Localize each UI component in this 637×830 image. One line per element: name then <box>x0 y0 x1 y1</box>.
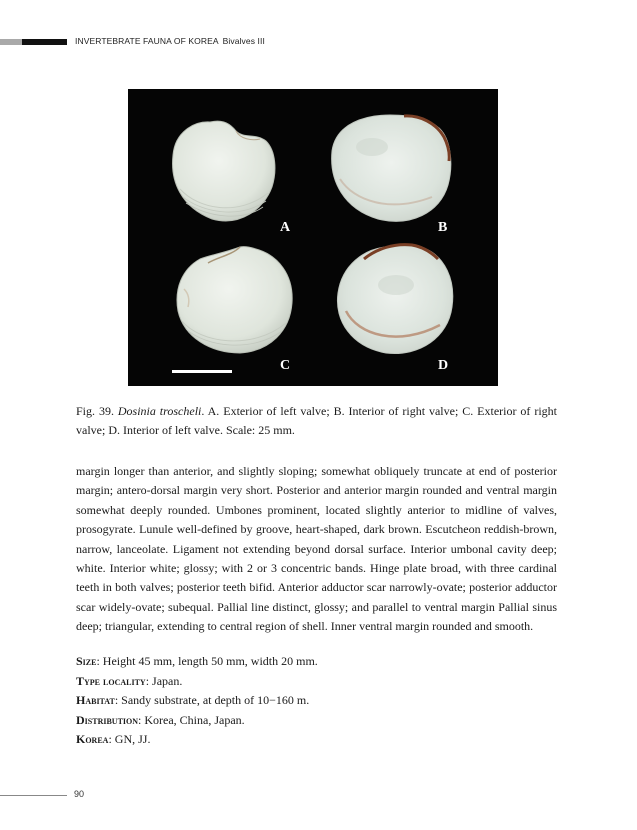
detail-type-locality <box>76 672 557 692</box>
detail-habitat-label: Habitat <box>76 693 115 708</box>
caption-species: Dosinia troscheli <box>117 404 202 418</box>
scale-bar <box>172 370 232 373</box>
detail-distribution <box>76 711 557 731</box>
caption-text: . A. Exterior of left valve; B. Interior of right valve; C. Exterior of right valve; D. Interior of left valve. Scale: 25 mm. <box>76 404 557 437</box>
running-header <box>75 36 265 46</box>
panel-label-d: D <box>438 358 449 373</box>
caption-prefix: Fig. 39. <box>76 404 118 418</box>
detail-distribution-value: : Korea, China, Japan. <box>138 712 245 727</box>
figure-plate <box>128 89 498 386</box>
detail-distribution-label: Distribution <box>76 712 139 727</box>
panel-label-a: A <box>280 220 291 235</box>
panel-label-c: C <box>280 358 291 373</box>
detail-size-label: Size <box>76 654 97 668</box>
detail-habitat-value: : Sandy substrate, at depth of 10−160 m. <box>114 693 310 708</box>
header-bar-black <box>22 39 67 45</box>
description-paragraph: margin longer than anterior, and slightly sloping; somewhat obliquely truncate at end of posterior margin; antero-dorsal margin very short. Posterior and anterior margin rounded and ventral margin somewhat deeply rounded. Umbones prominent, located slightly anterior to midline of valves, prosogyrate. Lunule well-defined by groove, heart-shaped, dark brown. Escutcheon reddish-brown, narrow, lanceolate. Ligament not extending beyond dorsal surface. Interior umbonal cavity deep; white. Interior white; glossy; with 2 or 3 concentric bands. Hinge plate broad, with three cardinal teeth in both valves; posterior teeth bifid. Anterior adductor scar narrowly-ovate; posterior adductor scar widely-ovate; subequal. Pallial line distinct, glossy; and parallel to ventral margin Pallial sinus deep; triangular, extending to central region of shell. Inner ventral margin rounded and smooth. <box>76 464 557 634</box>
detail-habitat <box>76 691 557 711</box>
shell-b-interior-right-valve <box>332 115 451 221</box>
detail-korea <box>76 730 557 750</box>
detail-korea-label: Korea <box>76 732 109 747</box>
species-details <box>76 652 557 750</box>
shell-a-exterior-left-valve <box>173 121 275 221</box>
detail-size <box>76 652 557 672</box>
detail-type-label: Type locality <box>76 673 146 688</box>
detail-korea-value: : GN, JJ. <box>108 732 151 747</box>
panel-label-b: B <box>438 220 448 235</box>
header-subtitle: Bivalves III <box>222 36 265 46</box>
header-bar-gray <box>0 39 22 45</box>
page-number: 90 <box>74 789 85 799</box>
figure-caption <box>76 402 557 440</box>
detail-size-value: : Height 45 mm, length 50 mm, width 20 mm. <box>96 654 318 668</box>
shell-d-interior-left-valve <box>337 245 452 354</box>
footer-rule <box>0 795 67 796</box>
header-title: INVERTEBRATE FAUNA OF KOREA <box>75 36 219 46</box>
detail-type-value: : Japan. <box>145 673 183 688</box>
shell-c-exterior-right-valve <box>177 247 292 353</box>
